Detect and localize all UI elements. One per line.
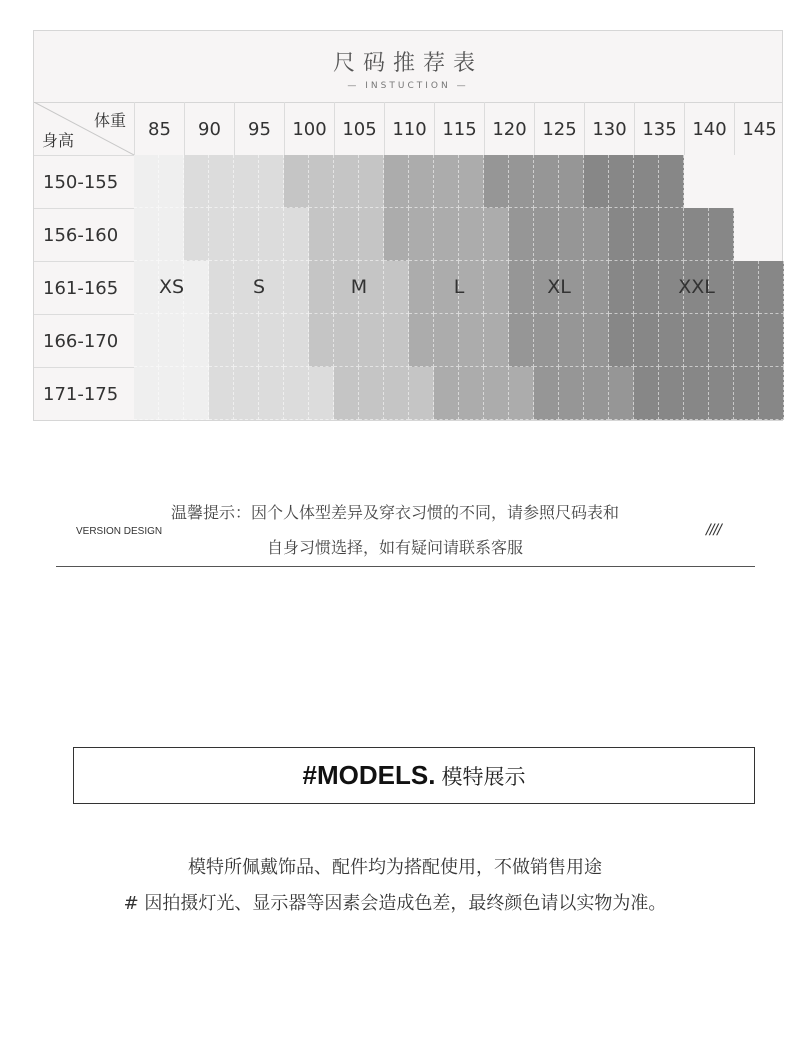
size-cell-m — [359, 314, 384, 367]
size-cell-xxl — [709, 367, 734, 420]
size-cell-s — [234, 367, 259, 420]
size-cell-xxl — [609, 155, 634, 208]
size-cell-s — [259, 314, 284, 367]
size-cell-l — [484, 314, 509, 367]
weight-header-100: 100 — [284, 102, 334, 155]
size-cell-l — [434, 155, 459, 208]
size-cell-m — [334, 208, 359, 261]
weight-axis-label: 体重 — [93, 111, 126, 130]
size-cell-xl — [584, 367, 609, 420]
size-cell-l — [409, 261, 434, 314]
size-cell-xxl — [584, 155, 609, 208]
size-chart-table — [33, 30, 783, 421]
weight-header-140: 140 — [684, 102, 734, 155]
notice-line-1: 温馨提示：因个人体型差异及穿衣习惯的不同，请参照尺码表和 — [170, 503, 619, 522]
size-cell-s — [209, 367, 234, 420]
height-header-150-155: 150-155 — [34, 155, 134, 208]
size-cell-xs — [159, 367, 184, 420]
models-note-2: # 因拍摄灯光、显示器等因素会造成色差，最终颜色请以实物为准。 — [123, 893, 667, 914]
weight-header-105: 105 — [334, 102, 384, 155]
size-cell-xxl — [734, 367, 759, 420]
size-cell-xl — [584, 208, 609, 261]
table-title: 尺码推荐表 — [332, 51, 483, 76]
size-cell-xl — [509, 314, 534, 367]
size-cell-xl — [534, 208, 559, 261]
size-cell-xxl — [759, 314, 784, 367]
size-cell-m — [359, 367, 384, 420]
size-cell-m — [309, 208, 334, 261]
size-cell-s — [309, 367, 334, 420]
weight-header-85: 85 — [134, 102, 184, 155]
size-cell-l — [409, 314, 434, 367]
size-cell-m — [409, 367, 434, 420]
weight-header-135: 135 — [634, 102, 684, 155]
models-note-1: 模特所佩戴饰品、配件均为搭配使用，不做销售用途 — [188, 857, 602, 878]
size-grid — [134, 155, 782, 420]
size-cell-s — [259, 155, 284, 208]
divider-line — [56, 566, 755, 567]
version-design-label: VERSION DESIGN — [76, 526, 163, 537]
size-cell-xxl — [659, 208, 684, 261]
size-cell-xl — [509, 155, 534, 208]
size-cell-xxl — [659, 314, 684, 367]
size-cell-m — [334, 314, 359, 367]
size-cell-m — [334, 155, 359, 208]
weight-header-90: 90 — [184, 102, 234, 155]
size-cell-l — [434, 208, 459, 261]
size-cell-xl — [509, 208, 534, 261]
size-label-l: L — [453, 276, 465, 298]
size-cell-xl — [559, 155, 584, 208]
size-cell-s — [284, 367, 309, 420]
size-cell-l — [434, 367, 459, 420]
size-cell-m — [384, 367, 409, 420]
size-cell-l — [459, 314, 484, 367]
size-cell-xl — [584, 314, 609, 367]
models-title-en: #MODELS. — [302, 760, 436, 790]
size-cell-s — [234, 155, 259, 208]
size-cell-l — [434, 314, 459, 367]
height-header-171-175: 171-175 — [34, 367, 134, 420]
size-cell-s — [259, 208, 284, 261]
size-cell-l — [409, 208, 434, 261]
size-cell-s — [284, 314, 309, 367]
size-cell-l — [384, 208, 409, 261]
size-cell-m — [284, 155, 309, 208]
size-cell-xxl — [709, 314, 734, 367]
size-cell-xl — [534, 367, 559, 420]
weight-header-145: 145 — [734, 102, 784, 155]
size-cell-s — [209, 261, 234, 314]
size-cell-xl — [534, 155, 559, 208]
size-cell-xs — [159, 208, 184, 261]
weight-header-95: 95 — [234, 102, 284, 155]
size-cell-s — [259, 367, 284, 420]
size-cell-l — [459, 155, 484, 208]
size-cell-xl — [609, 367, 634, 420]
size-cell-s — [234, 208, 259, 261]
height-header-161-165: 161-165 — [34, 261, 134, 314]
size-cell-xs — [159, 314, 184, 367]
size-cell-l — [484, 208, 509, 261]
size-cell-xs — [134, 155, 159, 208]
size-cell-m — [384, 261, 409, 314]
notice-line-2: 自身习惯选择，如有疑问请联系客服 — [266, 538, 523, 557]
table-subtitle: — INSTUCTION — — [347, 81, 469, 91]
size-cell-s — [234, 314, 259, 367]
size-cell-xxl — [759, 367, 784, 420]
size-cell-m — [309, 261, 334, 314]
size-label-s: S — [252, 276, 266, 298]
size-cell-xxl — [734, 261, 759, 314]
size-label-xl: XL — [547, 276, 571, 298]
size-cell-l — [509, 367, 534, 420]
height-header-166-170: 166-170 — [34, 314, 134, 367]
size-cell-xs — [184, 314, 209, 367]
size-cell-m — [359, 155, 384, 208]
size-cell-xs — [184, 367, 209, 420]
size-cell-xs — [184, 261, 209, 314]
size-cell-xxl — [759, 261, 784, 314]
size-cell-xs — [159, 155, 184, 208]
size-cell-xxl — [684, 208, 709, 261]
size-cell-l — [459, 208, 484, 261]
size-cell-s — [184, 208, 209, 261]
size-label-xxl: XXL — [678, 276, 715, 298]
size-cell-xxl — [634, 208, 659, 261]
weight-header-110: 110 — [384, 102, 434, 155]
size-cell-s — [284, 261, 309, 314]
weight-header-115: 115 — [434, 102, 484, 155]
size-cell-s — [284, 208, 309, 261]
height-header-156-160: 156-160 — [34, 208, 134, 261]
size-cell-xxl — [609, 208, 634, 261]
models-title-cn: 模特展示 — [441, 765, 526, 789]
size-cell-xs — [134, 208, 159, 261]
size-cell-l — [409, 155, 434, 208]
size-cell-xxl — [659, 367, 684, 420]
size-cell-s — [184, 155, 209, 208]
weight-header-125: 125 — [534, 102, 584, 155]
size-cell-xl — [559, 314, 584, 367]
size-cell-l — [384, 155, 409, 208]
size-cell-xs — [134, 314, 159, 367]
weight-header-120: 120 — [484, 102, 534, 155]
size-cell-xl — [534, 314, 559, 367]
size-cell-xxl — [734, 314, 759, 367]
size-cell-xl — [559, 367, 584, 420]
size-cell-s — [209, 155, 234, 208]
table-header — [34, 31, 782, 103]
size-cell-xxl — [659, 155, 684, 208]
size-cell-m — [334, 367, 359, 420]
size-cell-xs — [134, 261, 159, 314]
size-cell-xxl — [634, 314, 659, 367]
size-cell-m — [309, 314, 334, 367]
size-cell-xxl — [609, 314, 634, 367]
size-cell-s — [209, 208, 234, 261]
size-cell-m — [359, 208, 384, 261]
size-cell-xl — [509, 261, 534, 314]
size-cell-xxl — [609, 261, 634, 314]
size-cell-xl — [559, 208, 584, 261]
size-cell-xxl — [709, 208, 734, 261]
size-cell-xl — [484, 155, 509, 208]
size-cell-s — [209, 314, 234, 367]
size-cell-l — [484, 261, 509, 314]
models-heading-box — [73, 747, 755, 804]
size-cell-xxl — [634, 261, 659, 314]
slash-decoration: //// — [706, 522, 721, 538]
size-cell-l — [459, 367, 484, 420]
table-corner-cell — [34, 102, 134, 155]
size-label-xs: XS — [158, 276, 185, 298]
size-cell-xxl — [634, 155, 659, 208]
size-cell-m — [309, 155, 334, 208]
size-cell-xxl — [634, 367, 659, 420]
size-cell-l — [484, 367, 509, 420]
size-cell-xxl — [684, 367, 709, 420]
size-cell-xl — [584, 261, 609, 314]
height-axis-label: 身高 — [42, 131, 75, 150]
size-label-m: M — [350, 276, 368, 298]
weight-header-130: 130 — [584, 102, 634, 155]
size-cell-m — [384, 314, 409, 367]
size-cell-xxl — [684, 314, 709, 367]
size-cell-xs — [134, 367, 159, 420]
